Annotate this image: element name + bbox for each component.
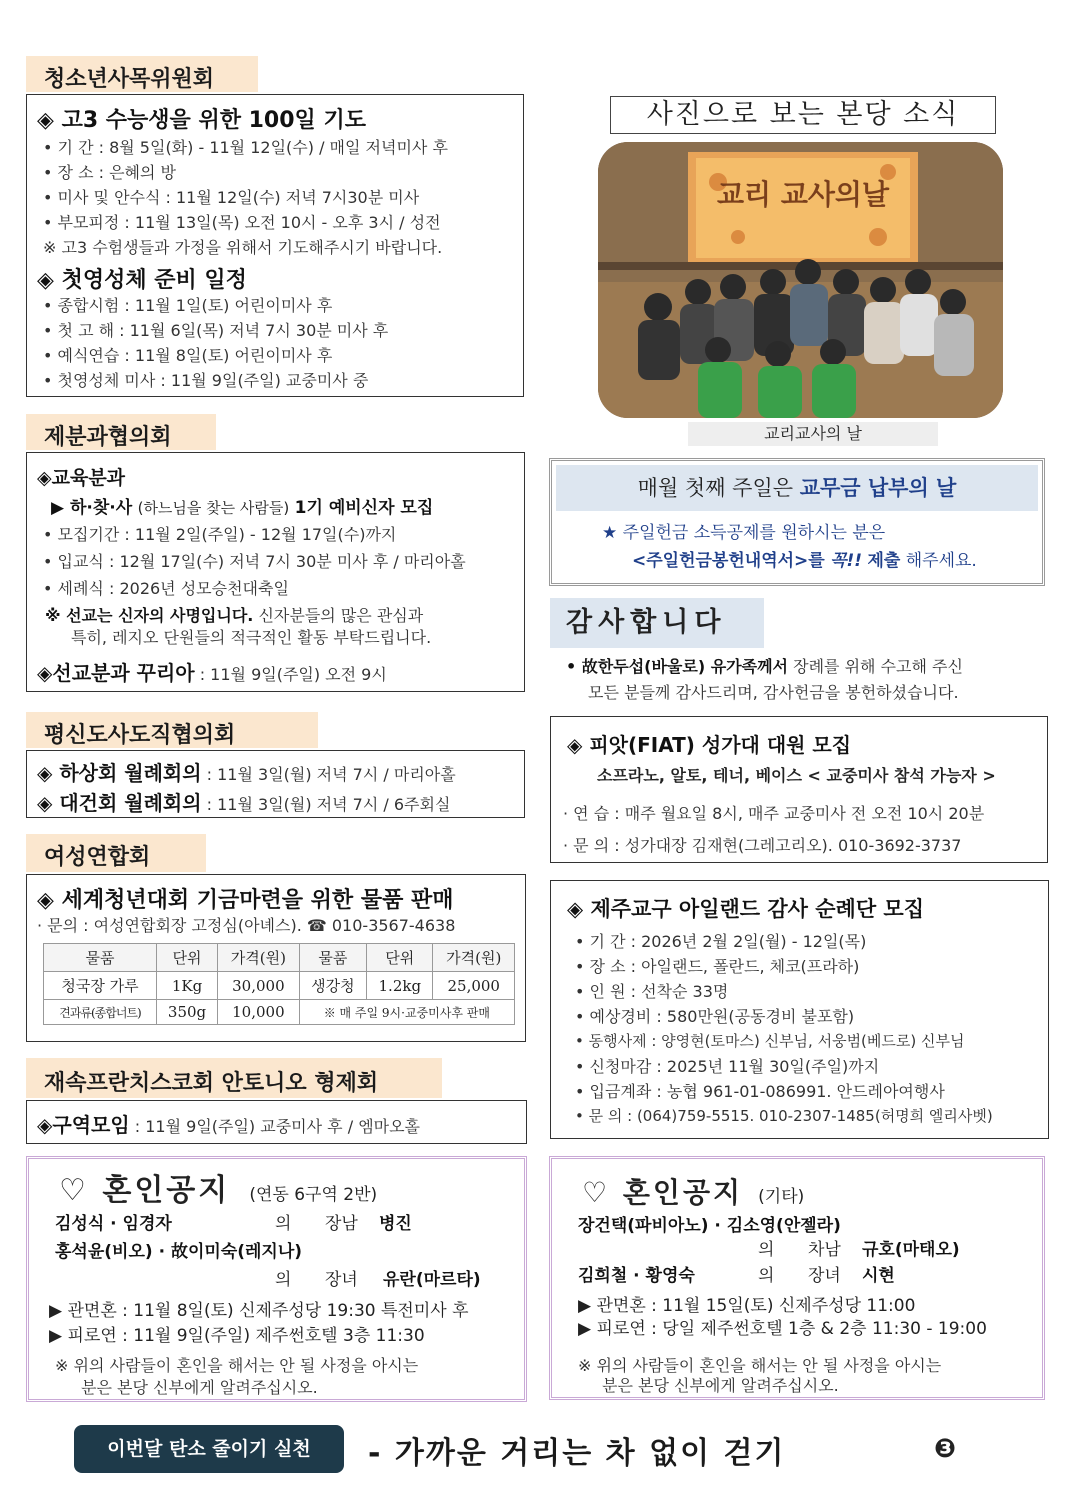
wedding2-sub: (기타) <box>758 1187 805 1207</box>
hasang-title: ◈ 하상회 월례회의 <box>37 761 202 785</box>
wedding1-sub: (연동 6구역 2반) <box>249 1185 378 1205</box>
francis-row <box>37 1109 420 1139</box>
edu-sub-bold: ▶ 하·찾·사 <box>51 498 133 518</box>
hasang-text: : 11월 3일(월) 저녁 7시 / 마리아홀 <box>206 765 456 784</box>
pilgrimage-line: • 장 소 : 아일랜드, 폴란드, 체코(프라하) <box>575 957 860 976</box>
women-contact: · 문의 : 여성연합회장 고정심(아녜스). ☎ 010-3567-4638 <box>37 916 456 935</box>
women-box <box>26 874 526 1042</box>
thanks-line-2: 모든 분들께 감사드리며, 감사헌금을 봉헌하셨습니다. <box>588 683 959 702</box>
dues-line-2 <box>632 549 977 574</box>
cell: 10,000 <box>218 1000 299 1025</box>
dues-submit: 제출 <box>867 551 901 571</box>
daegeon-text: : 11월 3일(월) 저녁 7시 / 6주회실 <box>206 795 451 814</box>
communion-line: • 예식연습 : 11월 8일(토) 어린이미사 후 <box>43 346 333 365</box>
edu-lines <box>43 521 466 602</box>
dues-line-1: ★ 주일헌금 소득공제를 원하시는 분은 <box>602 523 886 543</box>
edu-sub-rest: 1기 예비신자 모집 <box>294 498 434 518</box>
pilgrimage-box <box>550 880 1049 1139</box>
francis-tab: 재속프란치스코회 안토니오 형제회 <box>26 1058 442 1098</box>
women-title: ◈ 세계청년대회 기금마련을 위한 물품 판매 <box>37 888 454 913</box>
layman-row-2 <box>37 787 450 817</box>
dues-must: 꼭!! <box>830 551 863 571</box>
communion-lines <box>43 293 388 393</box>
dues-rest: 해주세요. <box>905 551 977 571</box>
th-item: 물품 <box>44 944 157 972</box>
th-price: 가격(원) <box>433 944 515 972</box>
layman-tab: 평신도사도직협의회 <box>26 712 318 748</box>
choir-practice: · 연 습 : 매주 월요일 8시, 매주 교중미사 전 오전 10시 20분 <box>563 804 985 823</box>
wedding2-parents-2: 김희철 · 황영숙 <box>578 1266 695 1286</box>
prayer-line: • 부모피정 : 11월 13일(목) 오전 10시 - 오후 3시 / 성전 <box>43 213 441 232</box>
mission-row <box>37 657 387 687</box>
wedding1-note-2: 분은 본당 신부에게 알려주십시오. <box>81 1378 318 1397</box>
dues-box <box>549 458 1045 586</box>
mission-note-bold: ※ 선교는 신자의 사명입니다. <box>45 606 254 625</box>
wedding2-rel-2: 장녀 <box>808 1266 841 1286</box>
wedding1-note-1: ※ 위의 사람들이 혼인을 해서는 안 될 사정을 아시는 <box>55 1356 419 1375</box>
table-row <box>44 972 515 1000</box>
wedding1-of-1: 의 <box>275 1214 292 1234</box>
francis-box <box>26 1100 527 1144</box>
cell: 1.2kg <box>367 972 433 1000</box>
price-table-header <box>44 944 515 972</box>
wedding2-rel-1: 차남 <box>808 1240 841 1260</box>
cell: 25,000 <box>433 972 515 1000</box>
th-item: 물품 <box>299 944 366 972</box>
pilgrimage-line: • 문 의 : (064)759-5515. 010-2307-1485(허명희 엘리사벳) <box>575 1107 993 1125</box>
cell: 견과류(종합너트) <box>44 1000 157 1025</box>
price-table <box>43 943 515 1025</box>
pilgrimage-line: • 입금계좌 : 농협 961-01-086991. 안드레아여행사 <box>575 1082 945 1101</box>
choir-title: ◈ 피앗(FIAT) 성가대 대원 모집 <box>567 733 852 757</box>
cell: 생강청 <box>299 972 366 1000</box>
communion-title: ◈ 첫영성체 준비 일정 <box>37 268 247 293</box>
wedding2-of-1: 의 <box>758 1240 775 1260</box>
edu-sub <box>51 493 433 518</box>
women-tab: 여성연합회 <box>26 834 206 872</box>
screen-text: 교리 교사의날 <box>716 178 890 211</box>
pilgrimage-line: • 예상경비 : 580만원(공동경비 불포함) <box>575 1007 855 1026</box>
wedding2-title: ♡ 혼인공지 <box>582 1176 744 1209</box>
edu-line: • 세례식 : 2026년 성모승천대축일 <box>43 579 289 598</box>
youth-box <box>26 94 524 397</box>
wedding2-note-2: 분은 본당 신부에게 알려주십시오. <box>602 1376 839 1395</box>
edu-sub-paren: (하느님을 찾는 사람들) <box>137 499 290 517</box>
cell: 1Kg <box>156 972 217 1000</box>
table-row <box>44 1000 515 1025</box>
pilgrimage-title: ◈ 제주교구 아일랜드 감사 순례단 모집 <box>567 897 924 921</box>
prayer-line: • 기 간 : 8월 5일(화) - 11월 12일(수) / 매일 저녁미사 후 <box>43 138 448 157</box>
photo-caption: 교리교사의 날 <box>688 422 938 446</box>
th-unit: 단위 <box>367 944 433 972</box>
page-number: ❸ <box>934 1434 957 1464</box>
wedding1-header <box>59 1165 377 1209</box>
pilgrimage-line: • 인 원 : 선착순 33명 <box>575 982 729 1001</box>
choir-sub: 소프라노, 알토, 테너, 베이스 < 교중미사 참석 가능자 > <box>597 766 996 785</box>
dues-statement: <주일헌금봉헌내역서>를 <box>632 551 825 571</box>
th-price: 가격(원) <box>218 944 299 972</box>
council-box <box>26 452 525 692</box>
prayer-line: ※ 고3 수험생들과 가정을 위해서 기도해주시기 바랍니다. <box>43 238 443 257</box>
wedding-notice-2 <box>549 1156 1045 1400</box>
carbon-slogan: - 가까운 거리는 차 없이 걷기 <box>368 1436 786 1471</box>
wedding2-child-2: 시현 <box>862 1266 895 1286</box>
cell: 30,000 <box>218 972 299 1000</box>
choir-contact: · 문 의 : 성가대장 김재현(그레고리오). 010-3692-3737 <box>563 836 962 855</box>
communion-line: • 첫 고 해 : 11월 6일(목) 저녁 7시 30분 미사 후 <box>43 321 389 340</box>
wedding2-note-1: ※ 위의 사람들이 혼인을 해서는 안 될 사정을 아시는 <box>578 1356 942 1375</box>
layman-row-1 <box>37 757 456 787</box>
wedding1-parents-1: 김성식 · 임경자 <box>55 1214 172 1234</box>
dues-title-em: 교무금 납부의 날 <box>799 476 957 500</box>
daegeon-title: ◈ 대건회 월례회의 <box>37 791 202 815</box>
communion-line: • 첫영성체 미사 : 11월 9일(주일) 교중미사 중 <box>43 371 369 390</box>
edu-line: • 입교식 : 12월 17일(수) 저녁 7시 30분 미사 후 / 마리아홀 <box>43 552 466 571</box>
photo-title: 사진으로 보는 본당 소식 <box>610 96 996 134</box>
wedding1-child-2: 유란(마르타) <box>383 1270 481 1290</box>
choir-box <box>550 716 1048 863</box>
wedding1-rel-2: 장녀 <box>325 1270 358 1290</box>
prayer-title: ◈ 고3 수능생을 위한 100일 기도 <box>37 108 366 133</box>
thanks-bold: • 故한두섭(바울로) 유가족께서 <box>566 657 789 676</box>
layman-box <box>26 750 525 818</box>
wedding1-child-1: 병진 <box>379 1214 412 1234</box>
photo <box>598 142 1003 418</box>
wedding1-of-2: 의 <box>275 1270 292 1290</box>
wedding1-ceremony: ▶ 관면혼 : 11월 8일(토) 신제주성당 19:30 특전미사 후 <box>49 1301 469 1321</box>
sale-note-cell: ※ 매 주일 9시·교중미사후 판매 <box>299 1000 514 1025</box>
dues-header <box>556 465 1038 511</box>
mission-title: ◈선교분과 꾸리아 <box>37 661 195 685</box>
group-photo-image <box>598 142 1003 418</box>
thanks-line-1 <box>566 654 963 679</box>
carbon-badge: 이번달 탄소 줄이기 실천 <box>74 1425 344 1473</box>
dues-title-pre: 매월 첫째 주일은 <box>637 476 800 500</box>
communion-line: • 종합시험 : 11월 1일(토) 어린이미사 후 <box>43 296 333 315</box>
wedding1-parents-2: 홍석윤(비오) · 故이미숙(레지나) <box>55 1242 303 1262</box>
wedding1-reception: ▶ 피로연 : 11월 9일(주일) 제주썬호텔 3층 11:30 <box>49 1326 425 1346</box>
wedding2-child-1: 규호(마태오) <box>862 1240 960 1260</box>
prayer-lines <box>43 135 448 260</box>
pilgrimage-line: • 기 간 : 2026년 2월 2일(월) - 12일(목) <box>575 932 867 951</box>
wedding1-rel-1: 장남 <box>325 1214 358 1234</box>
wedding2-parents-1: 장건택(파비아노) · 김소영(안젤라) <box>578 1216 841 1236</box>
wedding2-ceremony: ▶ 관면혼 : 11월 15일(토) 신제주성당 11:00 <box>578 1296 916 1316</box>
council-tab: 제분과협의회 <box>26 414 216 450</box>
thanks-rest: 장례를 위해 수고해 주신 <box>793 657 963 676</box>
mission-note-line2: 특히, 레지오 단원들의 적극적인 활동 부탁드립니다. <box>71 628 432 647</box>
prayer-line: • 장 소 : 은혜의 방 <box>43 163 176 182</box>
prayer-line: • 미사 및 안수식 : 11월 12일(수) 저녁 7시30분 미사 <box>43 188 420 207</box>
edu-title: ◈교육분과 <box>37 467 126 489</box>
youth-tab: 청소년사목위원회 <box>26 56 258 92</box>
th-unit: 단위 <box>156 944 217 972</box>
wedding2-of-2: 의 <box>758 1266 775 1286</box>
pilgrimage-line: • 신청마감 : 2025년 11월 30일(주일)까지 <box>575 1057 880 1076</box>
wedding2-reception: ▶ 피로연 : 당일 제주썬호텔 1층 & 2층 11:30 - 19:00 <box>578 1319 987 1339</box>
francis-title: ◈구역모임 <box>37 1113 130 1137</box>
cell: 350g <box>156 1000 217 1025</box>
cell: 청국장 가루 <box>44 972 157 1000</box>
wedding2-header <box>582 1171 804 1211</box>
mission-time: : 11월 9일(주일) 오전 9시 <box>199 665 387 684</box>
francis-text: : 11월 9일(주일) 교중미사 후 / 엠마오홀 <box>134 1117 421 1136</box>
pilgrimage-lines <box>575 929 993 1129</box>
wedding1-title: ♡ 혼인공지 <box>59 1173 231 1208</box>
edu-line: • 모집기간 : 11월 2일(주일) - 12월 17일(수)까지 <box>43 525 397 544</box>
wedding-notice-1 <box>26 1156 527 1402</box>
thanks-tab: 감사합니다 <box>550 598 764 648</box>
mission-note-rest: 신자분들의 많은 관심과 <box>258 606 424 625</box>
pilgrimage-line: • 동행사제 : 양영현(토마스) 신부님, 서웅범(베드로) 신부님 <box>575 1032 965 1050</box>
